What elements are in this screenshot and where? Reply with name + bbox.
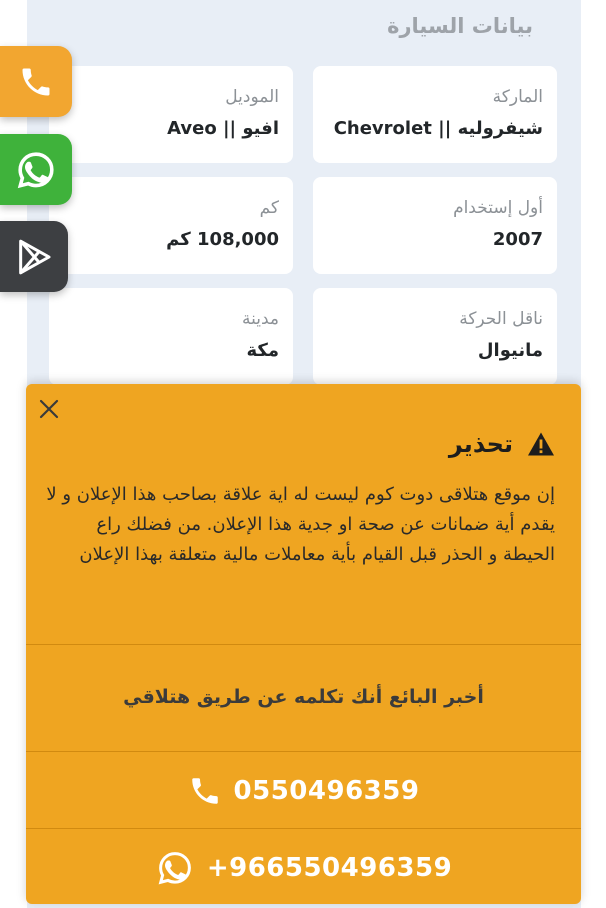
warning-message: إن موقع هتلاقى دوت كوم ليست له اية علاقة بصاحب هذا الإعلان و لا يقدم أية ضمانات عن صحة او جدية هذا الإعلان. من فضلك راع الحيطة و الحذر قبل القيام بأية معاملات مالية متعلقة بهذا الإعلان: [46, 484, 555, 565]
warning-title-row: [449, 430, 555, 458]
warning-dialog: [26, 384, 581, 904]
call-button[interactable]: [0, 46, 72, 117]
spec-value: شيفروليه || Chevrolet: [333, 118, 543, 139]
warning-title: تحذير: [448, 430, 513, 458]
spec-label: ناقل الحركة: [459, 309, 543, 329]
spec-card-first-use: [313, 177, 557, 274]
section-title: بيانات السيارة: [387, 14, 533, 38]
close-button[interactable]: [36, 396, 62, 422]
spec-card-city: [49, 288, 293, 385]
tell-seller-note: أخبر البائع أنك تكلمه عن طريق هتلاقي: [123, 686, 484, 708]
close-icon: [38, 398, 60, 420]
spec-card-model: [49, 66, 293, 163]
spec-label: الماركة: [492, 87, 543, 107]
spec-label: كم: [259, 198, 279, 218]
spec-value: مانيوال: [477, 340, 543, 361]
whatsapp-seller-button[interactable]: [26, 830, 581, 906]
warning-triangle-icon: [527, 431, 555, 457]
phone-icon: [188, 774, 222, 808]
google-play-icon: [14, 237, 54, 277]
whatsapp-button[interactable]: [0, 134, 72, 205]
spec-value: 2007: [492, 229, 543, 250]
spec-label: الموديل: [225, 87, 279, 107]
spec-label: مدينة: [241, 309, 279, 329]
spec-card-transmission: [313, 288, 557, 385]
spec-card-brand: [313, 66, 557, 163]
divider: [26, 751, 581, 752]
spec-card-mileage: [49, 177, 293, 274]
whatsapp-icon: [14, 148, 58, 192]
whatsapp-icon: [155, 848, 195, 888]
divider: [26, 828, 581, 829]
spec-label: أول إستخدام: [453, 198, 543, 218]
whatsapp-number: +966550496359: [206, 853, 453, 883]
spec-value: 108,000 كم: [166, 229, 279, 250]
phone-number: 0550496359: [233, 776, 420, 806]
phone-icon: [18, 64, 54, 100]
spec-value: مكة: [246, 340, 279, 361]
google-play-button[interactable]: [0, 221, 68, 292]
spec-value: افيو || Aveo: [167, 118, 279, 139]
call-seller-button[interactable]: [26, 753, 581, 829]
